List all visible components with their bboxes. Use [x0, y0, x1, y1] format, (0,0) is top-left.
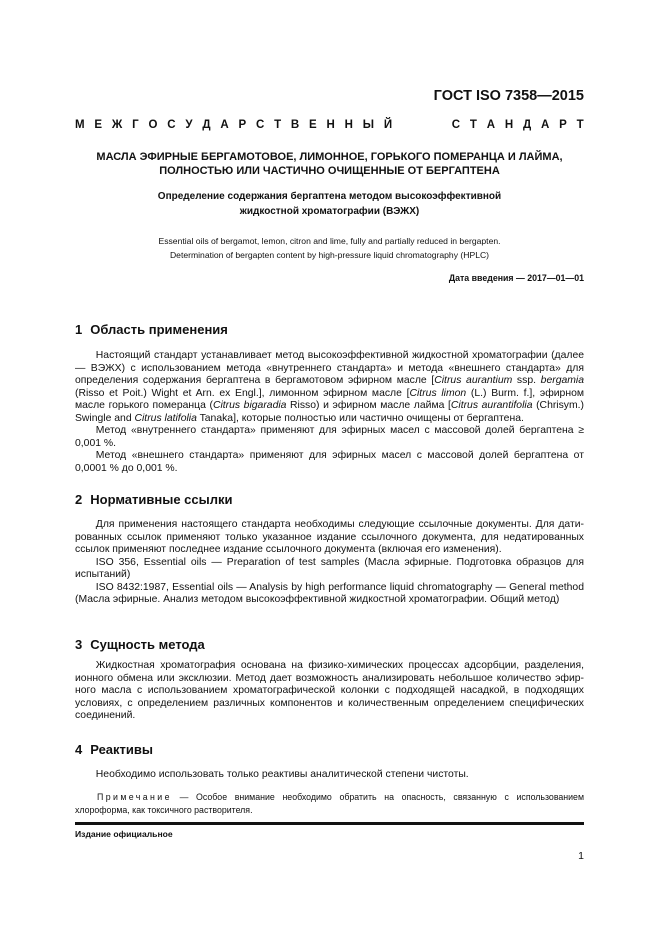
- document-title: [75, 150, 584, 178]
- paragraph: ISO 8432:1987, Essential oils — Analysis by high performance liquid chromatography — General method (Масла эфирные. Анализ методом высокоэффективной жидкостной хроматографии. Общий метод): [75, 581, 584, 605]
- english-title: [75, 234, 584, 262]
- paragraph: ISO 356, Essential oils — Preparation of test samples (Масла эфирные. Подготовка образцов для испытаний): [75, 556, 584, 580]
- section-2-heading: [75, 492, 232, 507]
- section-title: Реактивы: [90, 742, 153, 757]
- heading-letter: Е: [309, 119, 317, 131]
- subtitle-line-1: Определение содержания бергаптена методом высокоэффективной: [157, 191, 502, 202]
- paragraph: Для применения настоящего стандарта необходимы следующие ссылочные документы. Для датированных ссылок применяют только указанное издание ссылочного документа, для недатированных ссылок применяют последнее издание ссылочного документа (включая его изменения).: [75, 519, 584, 555]
- heading-letter: Ы: [362, 119, 375, 131]
- heading-letter: Ж: [111, 119, 123, 131]
- section-4-body: [75, 769, 584, 782]
- heading-letter: Р: [559, 119, 567, 131]
- title-line-1: МАСЛА ЭФИРНЫЕ БЕРГАМОТОВОЕ, ЛИМОННОЕ, ГОРЬКОГО ПОМЕРАНЦА И ЛАЙМА,: [96, 151, 563, 163]
- note-text: — Особое внимание необходимо обратить на опасность, связанную с использованием хлороформа, как токсичного растворителя.: [75, 792, 584, 815]
- heading-letter: Т: [576, 119, 584, 131]
- heading-letter: С: [255, 119, 265, 131]
- heading-letter: М: [75, 119, 85, 131]
- heading-letter: А: [220, 119, 229, 131]
- page-number: 1: [578, 850, 584, 862]
- heading-letter: В: [290, 119, 300, 131]
- heading-letter: А: [540, 119, 550, 131]
- paragraph: Метод «внешнего стандарта» применяют для эфирных масел с массовой долей бергаптена от 0,0001 % до 0,001 %.: [75, 450, 584, 474]
- heading-letter: Д: [522, 119, 532, 131]
- heading-letter: Т: [274, 119, 282, 131]
- standard-type-heading: [75, 119, 584, 131]
- paragraph: Настоящий стандарт устанавливает метод высокоэффективной жидкостной хроматографии (далее — ВЭЖХ) с использованием метода «внутреннего стандарта» и метода «внешнего стандарта» для определения содержания бергаптена в бергамотовом эфирном масле [Citrus aurantium ssp. bergamia (Risso et Poit.) Wight et Arn. ex Engl.], лимонном эфирном масле [Citrus limon (L.) Burm. f.], эфирном масле горького померанца (Citrus bigaradia Risso) и эфирном масле лайма [Citrus aurantifolia (Chrisym.) Swingle and Citrus latifolia Tanaka], которые полностью или частично очищены от бергаптена.: [75, 350, 585, 424]
- heading-letter: С: [167, 119, 176, 131]
- english-title-line-1: Essential oils of bergamot, lemon, citron and lime, fully and partially reduced in bergapten.: [158, 236, 501, 246]
- paragraph: Жидкостная хроматография основана на физико-химических процессах адсорбции, разделения, ионного обмена или эксклюзии. Метод дает возможность анализировать небольшое количество эфирного масла с использованием хроматографической колонки с подходящей насадкой, в подходящих условиях, с определением различных компонентов и количественным определением специфических соединений.: [75, 660, 584, 721]
- section-title: Сущность метода: [90, 637, 205, 652]
- footer-divider: [75, 822, 584, 825]
- section-number: 4: [75, 742, 83, 757]
- official-edition-label: Издание официальное: [75, 829, 173, 839]
- section-1-heading: [75, 322, 228, 337]
- section-4-heading: [75, 742, 153, 757]
- section-number: 1: [75, 322, 83, 337]
- heading-letter: Н: [344, 119, 353, 131]
- section-number: 2: [75, 492, 83, 507]
- document-subtitle: [75, 189, 584, 219]
- heading-letter: Е: [94, 119, 103, 131]
- note: [75, 791, 584, 816]
- heading-letter: Д: [202, 119, 211, 131]
- section-number: 3: [75, 637, 83, 652]
- section-title: Нормативные ссылки: [90, 492, 233, 507]
- heading-letter: О: [148, 119, 158, 131]
- heading-letter: Т: [469, 119, 477, 131]
- heading-letter: Й: [383, 119, 393, 131]
- section-2-body: [75, 519, 584, 607]
- heading-letter: Г: [132, 119, 139, 131]
- heading-letter: А: [486, 119, 496, 131]
- word-gap: [402, 119, 442, 131]
- effective-date: Дата введения — 2017—01—01: [448, 273, 584, 283]
- title-line-2: ПОЛНОСТЬЮ ИЛИ ЧАСТИЧНО ОЧИЩЕННЫЕ ОТ БЕРГАПТЕНА: [159, 165, 500, 177]
- heading-letter: Н: [326, 119, 335, 131]
- section-3-body: [75, 660, 584, 723]
- note-label: Примечание: [97, 792, 172, 802]
- paragraph: Метод «внутреннего стандарта» применяют для эфирных масел с массовой долей бергаптена ≥ 0,001 %.: [75, 425, 584, 449]
- paragraph: Необходимо использовать только реактивы аналитической степени чистоты.: [95, 769, 469, 780]
- heading-letter: Р: [238, 119, 247, 131]
- section-3-heading: [75, 637, 205, 652]
- section-title: Область применения: [90, 322, 228, 337]
- standard-designation: ГОСТ ISO 7358—2015: [433, 88, 584, 104]
- subtitle-line-2: жидкостной хроматографии (ВЭЖХ): [239, 206, 420, 217]
- heading-letter: С: [451, 119, 461, 131]
- english-title-line-2: Determination of bergapten content by high-pressure liquid chromatography (HPLC): [169, 250, 490, 260]
- section-1-body: [75, 350, 584, 475]
- heading-letter: У: [185, 119, 193, 131]
- heading-letter: Н: [504, 119, 514, 131]
